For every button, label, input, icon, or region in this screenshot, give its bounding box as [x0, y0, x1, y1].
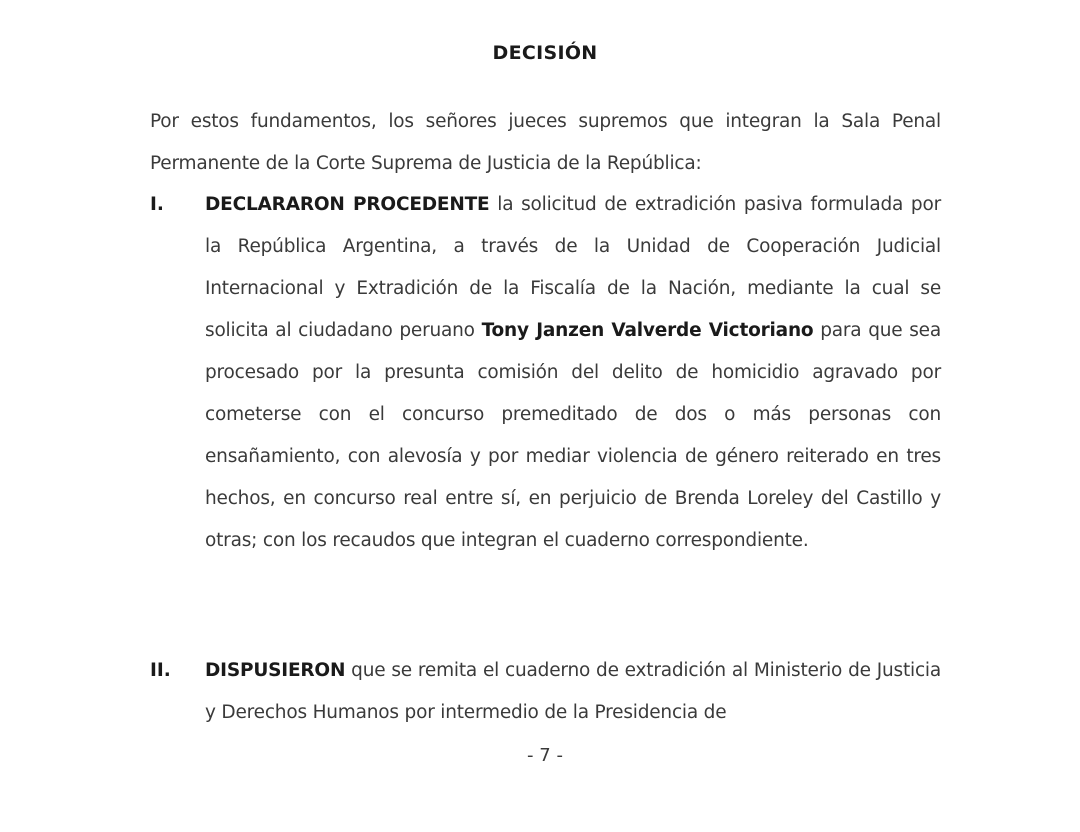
item-text — [205, 650, 941, 734]
section-title: DECISIÓN — [492, 42, 598, 64]
intro-paragraph: Por estos fundamentos, los señores jueces supremos que integran la Sala Penal Permanente de la Corte Suprema de Justicia de la República: — [150, 111, 941, 174]
item-number: II. — [150, 660, 171, 681]
person-name: Tony Janzen Valverde Victoriano — [481, 320, 814, 341]
item-text-part: que se remita el cuaderno de extradición al Ministerio de Justicia y Derechos Humanos por intermedio de la Presidencia de — [205, 660, 941, 723]
item-lead: DECLARARON PROCEDENTE — [205, 194, 490, 215]
item-text-part: la solicitud de extradición pasiva formulada por la República Argentina, a través de la Unidad de Cooperación Judicial Internacional y Extradición de la Fiscalía de la Nación, mediante la cual se solicita al ciudadano peruano — [205, 194, 941, 341]
item-number: I. — [150, 194, 164, 215]
item-text-part: para que sea procesado por la presunta comisión del delito de homicidio agravado por cometerse con el concurso premeditado de dos o más personas con ensañamiento, con alevosía y por mediar violencia de género reiterado en tres hechos, en concurso real entre sí, en perjuicio de Brenda Loreley del Castillo y otras; con los recaudos que integran el cuaderno correspondiente. — [205, 320, 941, 551]
item-text — [205, 184, 941, 562]
item-lead: DISPUSIERON — [205, 660, 346, 681]
page-number: - 7 - — [527, 745, 563, 766]
